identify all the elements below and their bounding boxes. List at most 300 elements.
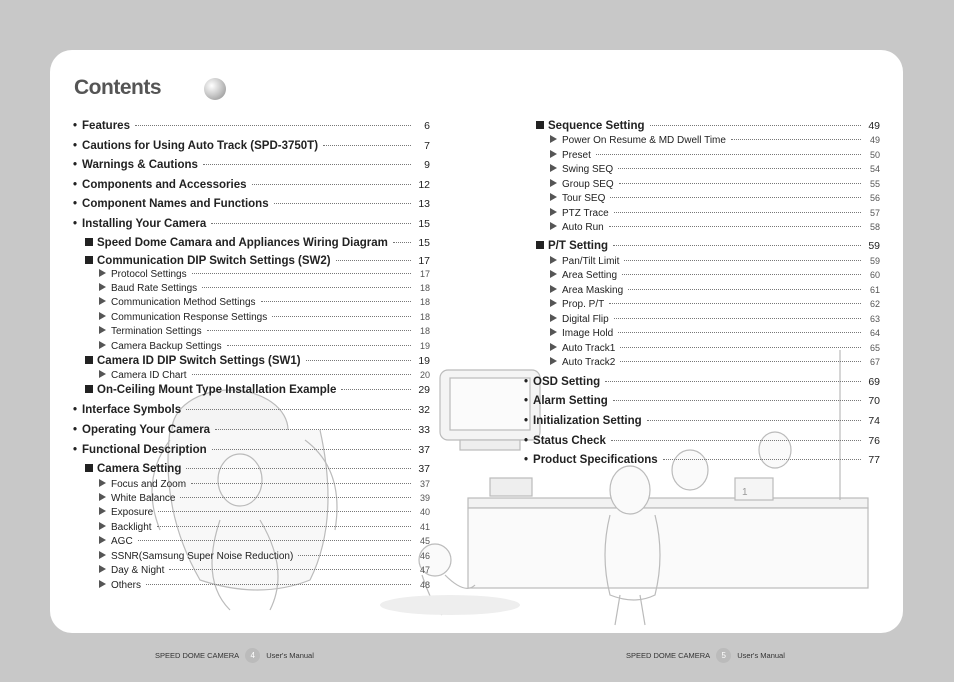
toc-entry[interactable]: [99, 370, 430, 381]
toc-entry-page: 60: [869, 270, 880, 280]
toc-entry-page: 62: [869, 299, 880, 309]
toc-entry-label: [99, 479, 186, 490]
toc-entry-page: 67: [869, 357, 880, 367]
toc-entry-page: 37: [418, 444, 430, 456]
triangle-bullet-icon: [550, 343, 557, 351]
dot-leader: [192, 374, 411, 375]
toc-entry-text: Cautions for Using Auto Track (SPD-3750T): [82, 140, 319, 152]
toc-entry-page: 39: [419, 493, 430, 503]
dot-leader: [186, 468, 411, 469]
square-bullet-icon: [85, 238, 93, 246]
toc-entry-text: SSNR(Samsung Super Noise Reduction): [111, 551, 294, 562]
dot-leader: [211, 223, 411, 224]
toc-entry-page: 74: [868, 415, 880, 427]
square-bullet-icon: [85, 464, 93, 472]
square-bullet-icon: [536, 241, 544, 249]
toc-entry-label: [550, 208, 609, 219]
toc-entry-page: 70: [868, 395, 880, 407]
triangle-bullet-icon: [550, 270, 557, 278]
toc-entry-label: [99, 326, 202, 337]
toc-entry-text: Auto Track2: [562, 357, 616, 368]
toc-entry[interactable]: [85, 384, 430, 396]
toc-entry-label: [99, 507, 153, 518]
toc-entry-text: Functional Description: [82, 444, 207, 456]
toc-entry-label: [99, 493, 175, 504]
toc-entry-page: 17: [419, 269, 430, 279]
toc-entry-text: Alarm Setting: [533, 395, 608, 407]
toc-entry[interactable]: [99, 507, 430, 518]
toc-entry-text: Interface Symbols: [82, 404, 182, 416]
dot-leader: [609, 226, 861, 227]
toc-entry-text: Features: [82, 120, 130, 132]
dot-leader: [341, 389, 411, 390]
dot-leader: [605, 381, 861, 382]
toc-entry[interactable]: [550, 150, 880, 161]
toc-entry-text: Communication DIP Switch Settings (SW2): [97, 255, 331, 267]
toc-entry[interactable]: [99, 551, 430, 562]
dot-leader: [610, 197, 861, 198]
toc-entry-text: Initialization Setting: [533, 415, 642, 427]
footer-manual: User's Manual: [737, 651, 785, 660]
dot-leader: [618, 332, 861, 333]
footer-product: SPEED DOME CAMERA: [626, 651, 711, 660]
bullet-icon: •: [524, 415, 529, 427]
bullet-icon: •: [524, 454, 529, 466]
toc-entry-page: 9: [424, 159, 430, 171]
toc-entry[interactable]: [99, 297, 430, 308]
toc-entry[interactable]: [550, 270, 880, 281]
toc-entry-page: 15: [418, 218, 430, 230]
toc-entry-page: 64: [869, 328, 880, 338]
toc-entry-label: [550, 150, 591, 161]
triangle-bullet-icon: [550, 357, 557, 365]
toc-entry[interactable]: [99, 326, 430, 337]
toc-entry-label: [73, 140, 318, 152]
toc-entry-page: 59: [868, 240, 880, 252]
toc-entry-label: [550, 328, 613, 339]
dot-leader: [620, 347, 861, 348]
dot-leader: [619, 183, 861, 184]
toc-entry-label: [550, 343, 615, 354]
toc-entry-page: 50: [869, 150, 880, 160]
toc-entry[interactable]: [85, 463, 430, 475]
toc-entry[interactable]: [73, 444, 430, 456]
toc-entry-text: Focus and Zoom: [111, 479, 187, 490]
dot-leader: [274, 203, 411, 204]
toc-entry[interactable]: [99, 493, 430, 504]
toc-entry-label: [73, 404, 181, 416]
dot-leader: [614, 212, 861, 213]
toc-entry-text: Preset: [562, 150, 591, 161]
toc-entry-page: 57: [869, 208, 880, 218]
dot-leader: [624, 260, 861, 261]
dot-leader: [336, 260, 411, 261]
toc-entry[interactable]: [99, 269, 430, 280]
toc-entry-label: [524, 376, 600, 388]
dot-leader: [272, 316, 411, 317]
toc-entry-label: [85, 255, 331, 267]
toc-entry-text: Communication Response Settings: [111, 312, 268, 323]
toc-entry-text: Auto Track1: [562, 343, 616, 354]
toc-entry-page: 37: [418, 463, 430, 475]
toc-entry-text: Sequence Setting: [548, 120, 645, 132]
toc-entry[interactable]: [99, 522, 430, 533]
toc-entry[interactable]: [85, 237, 430, 249]
triangle-bullet-icon: [99, 297, 106, 305]
dot-leader: [212, 449, 411, 450]
toc-entry-label: [73, 218, 206, 230]
toc-entry-text: Digital Flip: [562, 314, 609, 325]
triangle-bullet-icon: [99, 370, 106, 378]
dot-leader: [618, 168, 861, 169]
triangle-bullet-icon: [550, 208, 557, 216]
dot-leader: [611, 440, 861, 441]
triangle-bullet-icon: [99, 565, 106, 573]
toc-entry-page: 41: [419, 522, 430, 532]
toc-entry-label: [99, 341, 222, 352]
toc-entry-page: 77: [868, 454, 880, 466]
toc-entry-label: [550, 314, 609, 325]
toc-entry[interactable]: [550, 256, 880, 267]
toc-entry[interactable]: [73, 404, 430, 416]
toc-entry-label: [550, 164, 613, 175]
dot-leader: [227, 345, 411, 346]
bullet-icon: •: [73, 404, 78, 416]
dot-leader: [138, 540, 411, 541]
toc-entry[interactable]: [550, 208, 880, 219]
toc-entry-page: 33: [418, 424, 430, 436]
dot-leader: [261, 301, 411, 302]
toc-entry[interactable]: [73, 424, 430, 436]
dot-leader: [169, 569, 411, 570]
toc-entry-text: Others: [111, 580, 142, 591]
dot-leader: [613, 400, 861, 401]
toc-entry-text: Camera Backup Settings: [111, 341, 222, 352]
toc-entry-text: Image Hold: [562, 328, 614, 339]
counter-number: 1: [742, 487, 748, 498]
toc-entry-page: 49: [868, 120, 880, 132]
toc-entry-label: [550, 179, 614, 190]
toc-entry-label: [73, 444, 207, 456]
toc-entry[interactable]: [85, 255, 430, 267]
toc-entry[interactable]: [550, 285, 880, 296]
toc-entry[interactable]: [85, 355, 430, 367]
dot-leader: [215, 429, 411, 430]
toc-entry-text: Day & Night: [111, 565, 165, 576]
toc-entry-page: 58: [869, 222, 880, 232]
toc-entry-text: PTZ Trace: [562, 208, 609, 219]
toc-entry[interactable]: [73, 120, 430, 132]
bullet-icon: •: [73, 424, 78, 436]
footer-page-number: 4: [245, 648, 260, 663]
toc-entry[interactable]: [550, 299, 880, 310]
triangle-bullet-icon: [550, 193, 557, 201]
toc-entry-label: [536, 240, 608, 252]
toc-entry-label: [536, 120, 645, 132]
toc-entry-page: 18: [419, 297, 430, 307]
toc-entry-label: [85, 384, 336, 396]
dot-leader: [135, 125, 411, 126]
toc-entry-text: Backlight: [111, 522, 152, 533]
toc-entry-page: 37: [419, 479, 430, 489]
toc-entry[interactable]: [73, 140, 430, 152]
dot-leader: [323, 145, 411, 146]
dot-leader: [613, 245, 861, 246]
toc-entry-text: Area Setting: [562, 270, 618, 281]
toc-entry-label: [524, 454, 658, 466]
toc-entry[interactable]: [99, 341, 430, 352]
triangle-bullet-icon: [99, 507, 106, 515]
triangle-bullet-icon: [550, 179, 557, 187]
toc-entry-page: 56: [869, 193, 880, 203]
toc-entry[interactable]: [73, 198, 430, 210]
toc-entry-label: [550, 222, 604, 233]
toc-entry-page: 54: [869, 164, 880, 174]
toc-entry[interactable]: [73, 179, 430, 191]
dot-leader: [647, 420, 861, 421]
toc-entry[interactable]: [550, 343, 880, 354]
toc-entry-label: [99, 536, 133, 547]
toc-entry[interactable]: [524, 454, 880, 466]
bullet-icon: •: [524, 376, 529, 388]
triangle-bullet-icon: [99, 312, 106, 320]
triangle-bullet-icon: [99, 522, 106, 530]
sphere-icon: [204, 78, 226, 100]
toc-entry-text: Pan/Tilt Limit: [562, 256, 620, 267]
contents-page: [50, 50, 903, 633]
toc-entry-page: 29: [418, 384, 430, 396]
toc-entry-text: Components and Accessories: [82, 179, 247, 191]
dot-leader: [298, 555, 411, 556]
toc-entry-text: Power On Resume & MD Dwell Time: [562, 135, 726, 146]
dot-leader: [186, 409, 411, 410]
bullet-icon: •: [73, 179, 78, 191]
toc-entry-label: [550, 270, 617, 281]
dot-leader: [192, 273, 411, 274]
toc-entry-page: 47: [419, 565, 430, 575]
toc-entry-text: Termination Settings: [111, 326, 202, 337]
toc-entry[interactable]: [99, 479, 430, 490]
toc-entry-label: [99, 370, 187, 381]
dot-leader: [306, 360, 411, 361]
toc-entry-text: Protocol Settings: [111, 269, 187, 280]
toc-entry-label: [99, 565, 164, 576]
toc-entry-text: Camera Setting: [97, 463, 182, 475]
toc-entry-text: Baud Rate Settings: [111, 283, 198, 294]
triangle-bullet-icon: [550, 135, 557, 143]
toc-entry-label: [73, 424, 210, 436]
dot-leader: [157, 526, 411, 527]
toc-entry-page: 13: [418, 198, 430, 210]
toc-entry-page: 32: [418, 404, 430, 416]
triangle-bullet-icon: [550, 150, 557, 158]
toc-entry-label: [85, 237, 388, 249]
dot-leader: [663, 459, 861, 460]
toc-entry-text: Area Masking: [562, 285, 624, 296]
toc-entry-text: Operating Your Camera: [82, 424, 211, 436]
triangle-bullet-icon: [99, 551, 106, 559]
triangle-bullet-icon: [550, 299, 557, 307]
toc-entry-label: [99, 283, 197, 294]
toc-entry[interactable]: [99, 283, 430, 294]
dot-leader: [622, 274, 861, 275]
toc-entry[interactable]: [99, 580, 430, 591]
toc-entry-text: Tour SEQ: [562, 193, 606, 204]
toc-entry-page: 18: [419, 312, 430, 322]
toc-entry[interactable]: [536, 240, 880, 252]
toc-entry[interactable]: [524, 435, 880, 447]
toc-entry-text: Exposure: [111, 507, 154, 518]
footer-right: [626, 648, 785, 663]
dot-leader: [191, 483, 411, 484]
bullet-icon: •: [524, 435, 529, 447]
toc-entry-text: Status Check: [533, 435, 606, 447]
toc-entry-label: [85, 355, 301, 367]
toc-entry[interactable]: [73, 159, 430, 171]
toc-entry-text: Warnings & Cautions: [82, 159, 198, 171]
toc-entry-page: 46: [419, 551, 430, 561]
bullet-icon: •: [73, 218, 78, 230]
toc-entry-text: Auto Run: [562, 222, 604, 233]
dot-leader: [158, 511, 411, 512]
toc-entry-label: [550, 135, 726, 146]
toc-entry-text: Communication Method Settings: [111, 297, 256, 308]
toc-entry-page: 15: [418, 237, 430, 249]
toc-entry-label: [73, 120, 130, 132]
toc-entry-label: [550, 285, 623, 296]
toc-entry[interactable]: [524, 415, 880, 427]
triangle-bullet-icon: [99, 269, 106, 277]
triangle-bullet-icon: [99, 326, 106, 334]
toc-entry-label: [99, 522, 152, 533]
square-bullet-icon: [85, 256, 93, 264]
toc-entry-page: 7: [424, 140, 430, 152]
dot-leader: [202, 287, 411, 288]
bullet-icon: •: [524, 395, 529, 407]
toc-entry-page: 12: [418, 179, 430, 191]
toc-entry-text: P/T Setting: [548, 240, 609, 252]
toc-entry-label: [73, 159, 198, 171]
footer-left: [155, 648, 314, 663]
toc-entry-text: Camera ID Chart: [111, 370, 187, 381]
toc-entry[interactable]: [99, 565, 430, 576]
triangle-bullet-icon: [99, 479, 106, 487]
triangle-bullet-icon: [99, 283, 106, 291]
dot-leader: [620, 361, 861, 362]
toc-entry-page: 59: [869, 256, 880, 266]
toc-entry-page: 17: [418, 255, 430, 267]
toc-entry[interactable]: [99, 312, 430, 323]
page-title: Contents: [74, 76, 161, 99]
toc-entry-label: [73, 198, 269, 210]
toc-entry-label: [524, 435, 606, 447]
toc-entry[interactable]: [524, 395, 880, 407]
toc-entry-text: Component Names and Functions: [82, 198, 269, 210]
triangle-bullet-icon: [99, 341, 106, 349]
dot-leader: [207, 330, 411, 331]
toc-entry-text: AGC: [111, 536, 133, 547]
square-bullet-icon: [85, 385, 93, 393]
toc-entry-page: 40: [419, 507, 430, 517]
bullet-icon: •: [73, 444, 78, 456]
toc-entry-text: OSD Setting: [533, 376, 601, 388]
toc-entry[interactable]: [73, 218, 430, 230]
toc-entry-page: 19: [419, 341, 430, 351]
triangle-bullet-icon: [550, 285, 557, 293]
toc-entry-page: 65: [869, 343, 880, 353]
toc-entry[interactable]: [550, 193, 880, 204]
footer-product: SPEED DOME CAMERA: [155, 651, 240, 660]
toc-entry-page: 6: [424, 120, 430, 132]
square-bullet-icon: [85, 356, 93, 364]
triangle-bullet-icon: [550, 328, 557, 336]
toc-entry[interactable]: [524, 376, 880, 388]
toc-entry[interactable]: [99, 536, 430, 547]
toc-entry-page: 55: [869, 179, 880, 189]
toc-entry-text: White Balance: [111, 493, 176, 504]
dot-leader: [252, 184, 412, 185]
toc-entry-page: 76: [868, 435, 880, 447]
bullet-icon: •: [73, 120, 78, 132]
toc-entry[interactable]: [550, 357, 880, 368]
toc-entry-page: 18: [419, 283, 430, 293]
toc-entry-label: [99, 269, 187, 280]
dot-leader: [203, 164, 411, 165]
toc-entry-label: [99, 551, 293, 562]
toc-entry-label: [99, 297, 256, 308]
footer-manual: User's Manual: [266, 651, 314, 660]
dot-leader: [393, 242, 411, 243]
toc-entry[interactable]: [550, 179, 880, 190]
toc-entry-page: 45: [419, 536, 430, 546]
toc-entry[interactable]: [550, 222, 880, 233]
toc-entry-label: [550, 193, 605, 204]
bullet-icon: •: [73, 159, 78, 171]
toc-entry-label: [550, 299, 604, 310]
dot-leader: [609, 303, 861, 304]
toc-entry-text: Installing Your Camera: [82, 218, 207, 230]
triangle-bullet-icon: [550, 164, 557, 172]
toc-entry-label: [99, 312, 267, 323]
toc-entry-label: [550, 357, 615, 368]
triangle-bullet-icon: [550, 222, 557, 230]
toc-entry-page: 20: [419, 370, 430, 380]
toc-entry-label: [99, 580, 141, 591]
toc-entry[interactable]: [550, 164, 880, 175]
toc-entry[interactable]: [550, 314, 880, 325]
triangle-bullet-icon: [550, 256, 557, 264]
toc-entry-label: [524, 415, 642, 427]
toc-entry-page: 19: [418, 355, 430, 367]
toc-entry-page: 49: [869, 135, 880, 145]
bullet-icon: •: [73, 198, 78, 210]
dot-leader: [731, 139, 861, 140]
toc-entry-page: 61: [869, 285, 880, 295]
toc-entry-text: Prop. P/T: [562, 299, 605, 310]
toc-entry-page: 69: [868, 376, 880, 388]
triangle-bullet-icon: [99, 493, 106, 501]
toc-entry-page: 63: [869, 314, 880, 324]
toc-entry-label: [73, 179, 247, 191]
toc-entry[interactable]: [536, 120, 880, 132]
dot-leader: [628, 289, 861, 290]
toc-entry[interactable]: [550, 135, 880, 146]
toc-entry[interactable]: [550, 328, 880, 339]
triangle-bullet-icon: [550, 314, 557, 322]
square-bullet-icon: [536, 121, 544, 129]
toc-entry-text: On-Ceiling Mount Type Installation Example: [97, 384, 337, 396]
toc-entry-page: 48: [419, 580, 430, 590]
